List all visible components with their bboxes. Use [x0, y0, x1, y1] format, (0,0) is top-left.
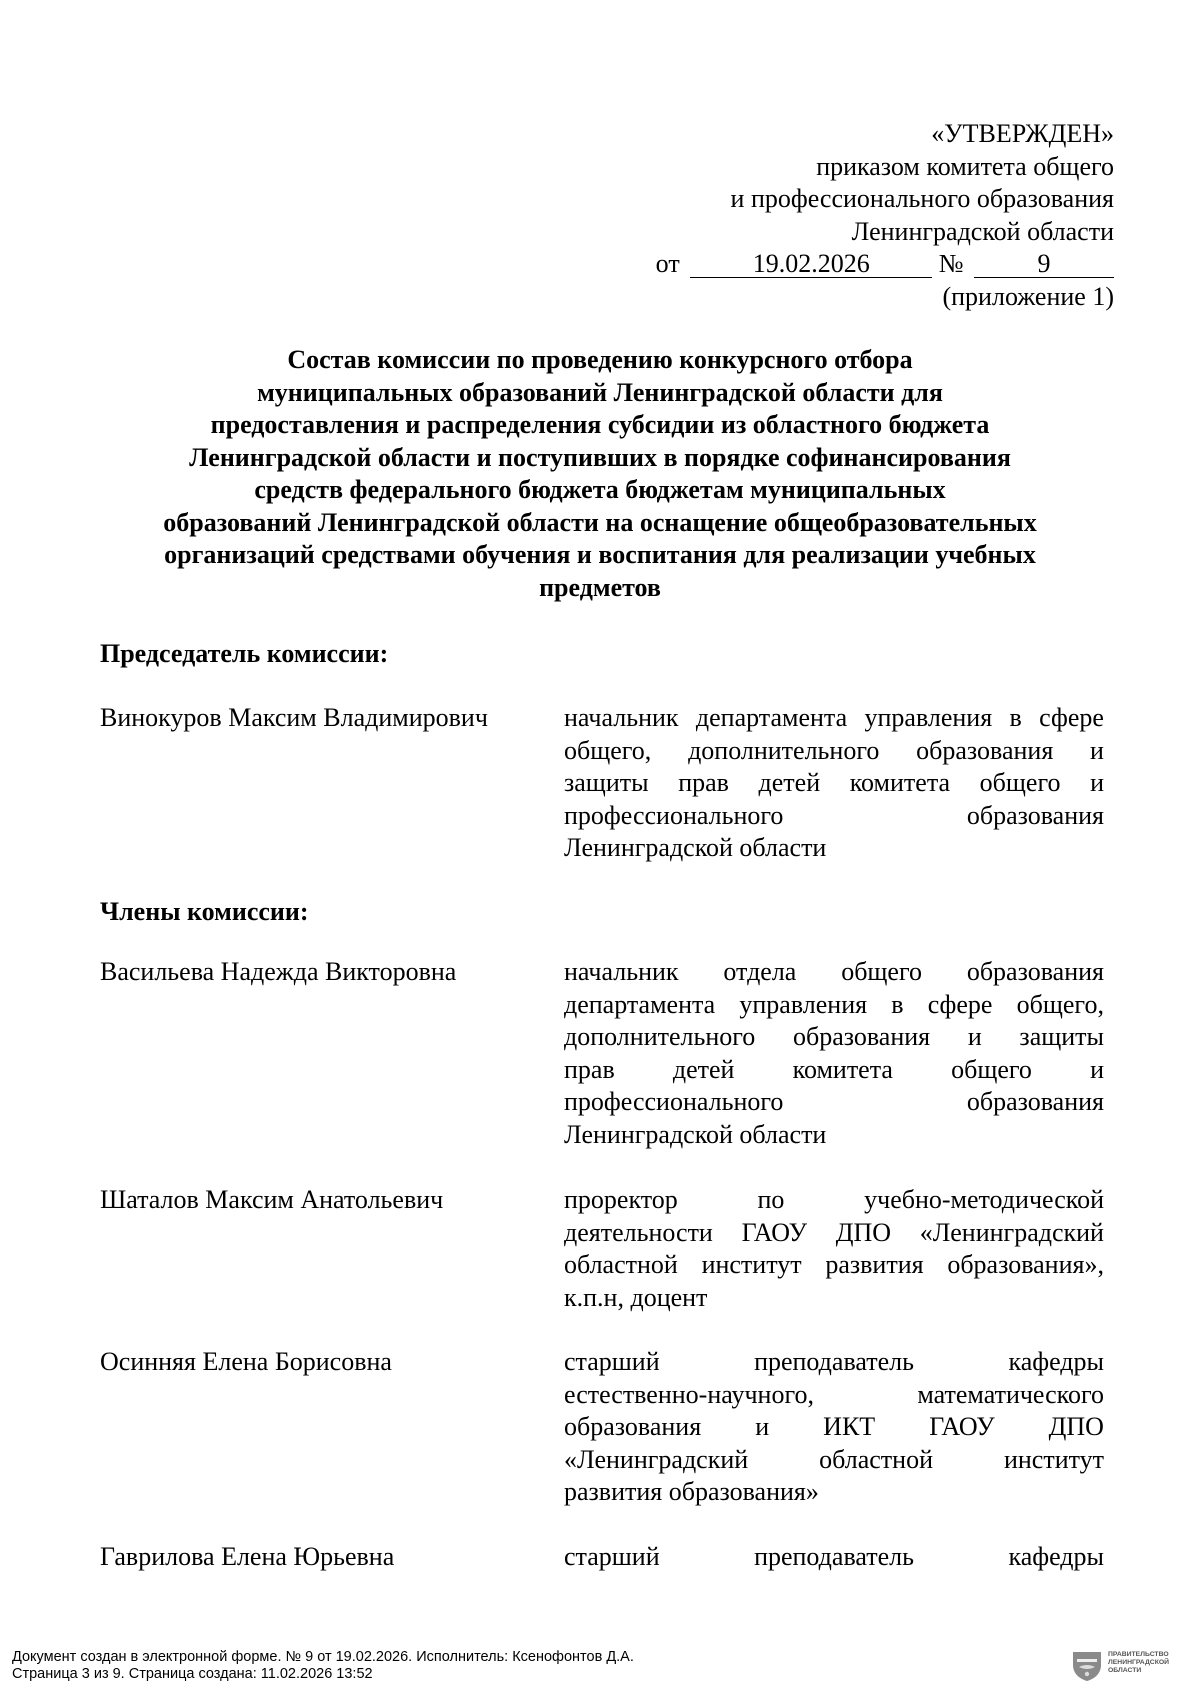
chairman-heading: Председатель комиссии: — [100, 639, 389, 668]
position-line: начальник отдела общего образования — [564, 957, 1104, 986]
position-line: общего, дополнительного образования и — [564, 735, 1104, 765]
position-line: проректор по учебно-методической — [564, 1185, 1104, 1214]
position-line: деятельности ГАОУ ДПО «Ленинградский — [564, 1217, 1104, 1247]
member-name: Гаврилова Елена Юрьевна — [100, 1542, 395, 1571]
title-line: предметов — [539, 572, 661, 602]
title-line: средств федерального бюджета бюджетам муниципальных — [254, 475, 946, 504]
document-title — [100, 344, 1100, 604]
position-line: Ленинградской области — [564, 1119, 827, 1149]
member-position — [564, 956, 1104, 1151]
position-line: к.п.н, доцент — [564, 1282, 708, 1312]
approval-line-approved: «УТВЕРЖДЕН» — [931, 119, 1114, 148]
approval-date-line — [656, 248, 1114, 281]
appendix-label: (приложение 1) — [942, 281, 1114, 311]
title-line: Состав комиссии по проведению конкурсного отбора — [287, 345, 913, 374]
position-line: старший преподаватель кафедры — [564, 1542, 1104, 1571]
position-line: начальник департамента управления в сфере — [564, 703, 1104, 732]
date-prefix: от — [655, 249, 680, 278]
title-line: Ленинградской области и поступивших в порядке софинансирования — [189, 442, 1011, 472]
footer-line-document: Документ создан в электронной форме. № 9 от 19.02.2026. Исполнитель: Ксенофонтов Д.А. — [12, 1649, 634, 1665]
position-line: естественно-научного, математического — [564, 1379, 1104, 1409]
approval-number: 9 — [974, 251, 1114, 278]
position-line: прав детей комитета общего и — [564, 1054, 1104, 1084]
member-name: Осинняя Елена Борисовна — [100, 1347, 392, 1376]
approval-block — [656, 118, 1114, 313]
title-line: предоставления и распределения субсидии из областного бюджета — [210, 410, 990, 439]
member-name: Шаталов Максим Анатольевич — [100, 1185, 444, 1214]
government-logo — [1070, 1650, 1194, 1686]
document-footer — [12, 1649, 634, 1683]
approval-line-order: приказом комитета общего — [816, 151, 1114, 181]
number-label: № — [938, 249, 964, 278]
position-line: образования и ИКТ ГАОУ ДПО — [564, 1412, 1104, 1441]
position-line: Ленинградской области — [564, 833, 827, 862]
member-name: Винокуров Максим Владимирович — [100, 703, 488, 732]
member-name: Васильева Надежда Викторовна — [100, 957, 457, 986]
approval-line-committee: и профессионального образования — [730, 184, 1114, 213]
member-position — [564, 702, 1104, 865]
position-line: развития образования» — [564, 1477, 819, 1506]
members-heading: Члены комиссии: — [100, 897, 309, 926]
position-line: «Ленинградский областной институт — [564, 1444, 1104, 1474]
approval-line-region: Ленинградской области — [851, 216, 1114, 246]
title-line: организаций средствами обучения и воспитания для реализации учебных — [164, 540, 1036, 569]
position-line: департамента управления в сфере общего, — [564, 989, 1104, 1019]
coat-of-arms-icon — [1070, 1650, 1104, 1682]
member-position — [564, 1541, 1104, 1574]
position-line: профессионального образования — [564, 800, 1104, 830]
member-position — [564, 1346, 1104, 1509]
member-position — [564, 1184, 1104, 1314]
position-line: областной институт развития образования», — [564, 1250, 1104, 1279]
logo-text: ПРАВИТЕЛЬСТВО ЛЕНИНГРАДСКОЙ ОБЛАСТИ — [1108, 1651, 1170, 1674]
position-line: защиты прав детей комитета общего и — [564, 768, 1104, 797]
title-line: муниципальных образований Ленинградской области для — [257, 377, 943, 407]
position-line: дополнительного образования и защиты — [564, 1022, 1104, 1051]
title-line: образований Ленинградской области на оснащение общеобразовательных — [163, 507, 1037, 537]
position-line: профессионального образования — [564, 1087, 1104, 1116]
position-line: старший преподаватель кафедры — [564, 1347, 1104, 1376]
approval-date: 19.02.2026 — [690, 251, 932, 278]
footer-line-page: Страница 3 из 9. Страница создана: 11.02.2026 13:52 — [12, 1666, 373, 1682]
